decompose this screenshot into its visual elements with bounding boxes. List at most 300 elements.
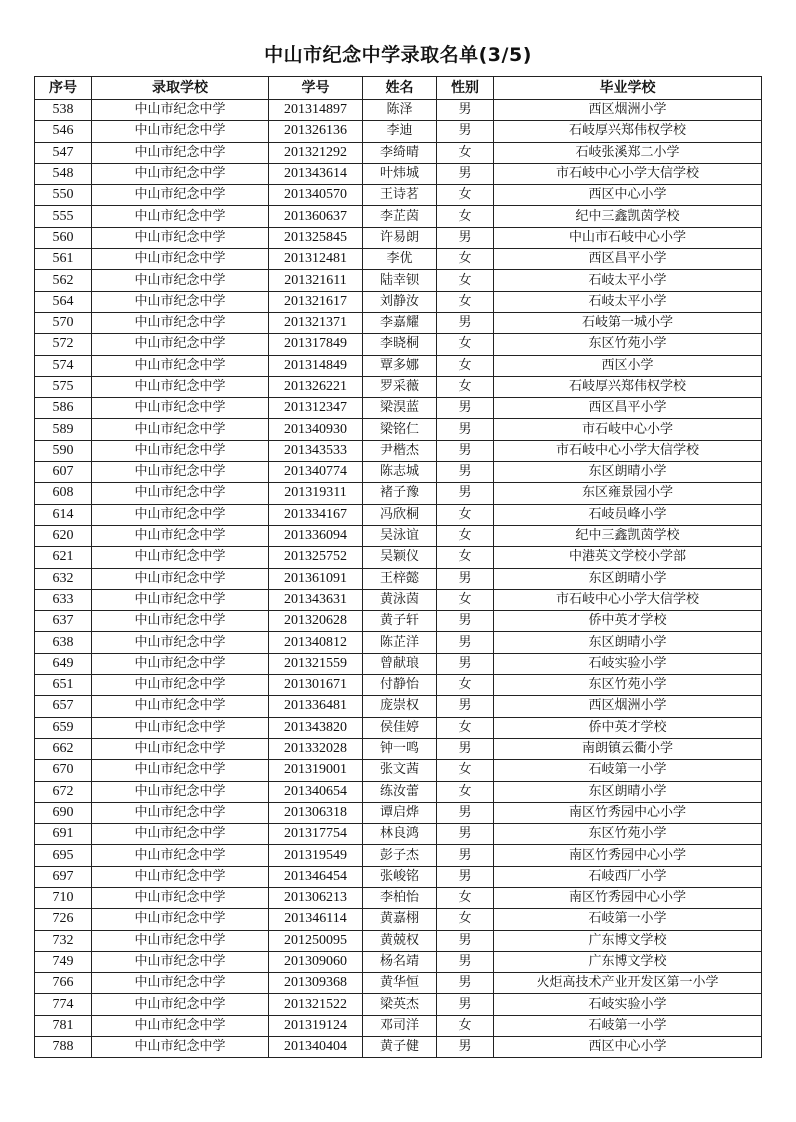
gender-cell: 男 — [437, 930, 494, 951]
student-id-cell: 201346454 — [269, 866, 363, 887]
gender-cell: 男 — [437, 973, 494, 994]
gender-cell: 女 — [437, 185, 494, 206]
gender-cell: 女 — [437, 504, 494, 525]
table-row — [35, 462, 762, 483]
grad-school-cell: 石岐西厂小学 — [494, 866, 762, 887]
admit-school-cell: 中山市纪念中学 — [92, 738, 269, 759]
page-title: 中山市纪念中学录取名单(3/5) — [264, 44, 532, 66]
grad-school-cell: 东区竹苑小学 — [494, 824, 762, 845]
seq-cell: 732 — [35, 930, 92, 951]
grad-school-cell: 西区昌平小学 — [494, 249, 762, 270]
gender-cell: 男 — [437, 653, 494, 674]
seq-cell: 575 — [35, 376, 92, 397]
name-cell: 梁淏蓝 — [363, 398, 437, 419]
grad-school-cell: 市石岐中心小学大信学校 — [494, 589, 762, 610]
student-id-cell: 201314897 — [269, 100, 363, 121]
student-id-cell: 201301671 — [269, 675, 363, 696]
grad-school-cell: 石岐实验小学 — [494, 994, 762, 1015]
gender-cell: 女 — [437, 206, 494, 227]
grad-school-cell: 东区朗晴小学 — [494, 781, 762, 802]
table-body — [35, 100, 762, 1058]
admit-school-cell: 中山市纪念中学 — [92, 398, 269, 419]
table-row — [35, 568, 762, 589]
name-cell: 李迪 — [363, 121, 437, 142]
name-cell: 黄泳茵 — [363, 589, 437, 610]
grad-school-cell: 纪中三鑫凯茵学校 — [494, 206, 762, 227]
seq-cell: 562 — [35, 270, 92, 291]
column-header-grad-school: 毕业学校 — [494, 77, 762, 100]
seq-cell: 649 — [35, 653, 92, 674]
grad-school-cell: 西区烟洲小学 — [494, 696, 762, 717]
grad-school-cell: 侨中英才学校 — [494, 717, 762, 738]
gender-cell: 女 — [437, 334, 494, 355]
name-cell: 尹楷杰 — [363, 440, 437, 461]
seq-cell: 590 — [35, 440, 92, 461]
student-id-cell: 201325845 — [269, 227, 363, 248]
seq-cell: 710 — [35, 887, 92, 908]
table-row — [35, 589, 762, 610]
seq-cell: 574 — [35, 355, 92, 376]
student-id-cell: 201309368 — [269, 973, 363, 994]
admit-school-cell: 中山市纪念中学 — [92, 653, 269, 674]
student-id-cell: 201343820 — [269, 717, 363, 738]
student-id-cell: 201314849 — [269, 355, 363, 376]
grad-school-cell: 南区竹秀园中心小学 — [494, 887, 762, 908]
gender-cell: 女 — [437, 525, 494, 546]
student-id-cell: 201321522 — [269, 994, 363, 1015]
table-row — [35, 249, 762, 270]
student-id-cell: 201306213 — [269, 887, 363, 908]
student-id-cell: 201319549 — [269, 845, 363, 866]
gender-cell: 女 — [437, 376, 494, 397]
name-cell: 梁铭仁 — [363, 419, 437, 440]
grad-school-cell: 石岐第一城小学 — [494, 312, 762, 333]
gender-cell: 男 — [437, 824, 494, 845]
grad-school-cell: 东区朗晴小学 — [494, 568, 762, 589]
seq-cell: 560 — [35, 227, 92, 248]
name-cell: 黄嘉栩 — [363, 909, 437, 930]
student-id-cell: 201320628 — [269, 611, 363, 632]
grad-school-cell: 火炬高技术产业开发区第一小学 — [494, 973, 762, 994]
grad-school-cell: 侨中英才学校 — [494, 611, 762, 632]
grad-school-cell: 石岐员峰小学 — [494, 504, 762, 525]
name-cell: 黄华恒 — [363, 973, 437, 994]
student-id-cell: 201317849 — [269, 334, 363, 355]
gender-cell: 男 — [437, 483, 494, 504]
seq-cell: 607 — [35, 462, 92, 483]
grad-school-cell: 石岐太平小学 — [494, 291, 762, 312]
table-row — [35, 270, 762, 291]
table-row — [35, 376, 762, 397]
seq-cell: 548 — [35, 163, 92, 184]
table-row — [35, 781, 762, 802]
admit-school-cell: 中山市纪念中学 — [92, 185, 269, 206]
table-row — [35, 227, 762, 248]
student-id-cell: 201340774 — [269, 462, 363, 483]
table-row — [35, 398, 762, 419]
student-id-cell: 201332028 — [269, 738, 363, 759]
admit-school-cell: 中山市纪念中学 — [92, 291, 269, 312]
grad-school-cell: 南区竹秀园中心小学 — [494, 845, 762, 866]
grad-school-cell: 南区竹秀园中心小学 — [494, 802, 762, 823]
admit-school-cell: 中山市纪念中学 — [92, 951, 269, 972]
name-cell: 许易朗 — [363, 227, 437, 248]
seq-cell: 564 — [35, 291, 92, 312]
gender-cell: 女 — [437, 547, 494, 568]
admit-school-cell: 中山市纪念中学 — [92, 994, 269, 1015]
admission-table — [34, 76, 762, 1058]
grad-school-cell: 中山市石岐中心小学 — [494, 227, 762, 248]
admit-school-cell: 中山市纪念中学 — [92, 824, 269, 845]
student-id-cell: 201312481 — [269, 249, 363, 270]
gender-cell: 男 — [437, 227, 494, 248]
student-id-cell: 201340930 — [269, 419, 363, 440]
name-cell: 练汝蕾 — [363, 781, 437, 802]
seq-cell: 570 — [35, 312, 92, 333]
gender-cell: 男 — [437, 419, 494, 440]
gender-cell: 男 — [437, 1037, 494, 1058]
gender-cell: 男 — [437, 738, 494, 759]
table-row — [35, 185, 762, 206]
admit-school-cell: 中山市纪念中学 — [92, 355, 269, 376]
seq-cell: 614 — [35, 504, 92, 525]
seq-cell: 633 — [35, 589, 92, 610]
grad-school-cell: 纪中三鑫凯茵学校 — [494, 525, 762, 546]
student-id-cell: 201334167 — [269, 504, 363, 525]
grad-school-cell: 石岐第一小学 — [494, 760, 762, 781]
name-cell: 吴泳谊 — [363, 525, 437, 546]
table-row — [35, 206, 762, 227]
admit-school-cell: 中山市纪念中学 — [92, 632, 269, 653]
grad-school-cell: 石岐太平小学 — [494, 270, 762, 291]
column-header-admit-school: 录取学校 — [92, 77, 269, 100]
table-row — [35, 973, 762, 994]
student-id-cell: 201321617 — [269, 291, 363, 312]
table-row — [35, 802, 762, 823]
name-cell: 李嘉耀 — [363, 312, 437, 333]
student-id-cell: 201343614 — [269, 163, 363, 184]
gender-cell: 女 — [437, 589, 494, 610]
name-cell: 李优 — [363, 249, 437, 270]
table-row — [35, 632, 762, 653]
name-cell: 庞崇权 — [363, 696, 437, 717]
name-cell: 彭子杰 — [363, 845, 437, 866]
gender-cell: 男 — [437, 845, 494, 866]
name-cell: 王梓懿 — [363, 568, 437, 589]
seq-cell: 555 — [35, 206, 92, 227]
seq-cell: 546 — [35, 121, 92, 142]
admit-school-cell: 中山市纪念中学 — [92, 1015, 269, 1036]
table-row — [35, 696, 762, 717]
grad-school-cell: 石岐实验小学 — [494, 653, 762, 674]
admit-school-cell: 中山市纪念中学 — [92, 121, 269, 142]
grad-school-cell: 石岐张溪郑二小学 — [494, 142, 762, 163]
table-row — [35, 291, 762, 312]
gender-cell: 女 — [437, 909, 494, 930]
gender-cell: 女 — [437, 781, 494, 802]
grad-school-cell: 东区朗晴小学 — [494, 462, 762, 483]
admit-school-cell: 中山市纪念中学 — [92, 568, 269, 589]
admit-school-cell: 中山市纪念中学 — [92, 270, 269, 291]
gender-cell: 女 — [437, 270, 494, 291]
name-cell: 冯欣桐 — [363, 504, 437, 525]
student-id-cell: 201321559 — [269, 653, 363, 674]
grad-school-cell: 东区朗晴小学 — [494, 632, 762, 653]
table-header-row — [35, 77, 762, 100]
admit-school-cell: 中山市纪念中学 — [92, 611, 269, 632]
gender-cell: 男 — [437, 632, 494, 653]
name-cell: 付静怡 — [363, 675, 437, 696]
grad-school-cell: 广东博文学校 — [494, 930, 762, 951]
gender-cell: 女 — [437, 675, 494, 696]
name-cell: 叶炜城 — [363, 163, 437, 184]
seq-cell: 788 — [35, 1037, 92, 1058]
grad-school-cell: 南朗镇云衢小学 — [494, 738, 762, 759]
admit-school-cell: 中山市纪念中学 — [92, 589, 269, 610]
name-cell: 陈芷洋 — [363, 632, 437, 653]
table-row — [35, 121, 762, 142]
seq-cell: 695 — [35, 845, 92, 866]
admit-school-cell: 中山市纪念中学 — [92, 462, 269, 483]
admit-school-cell: 中山市纪念中学 — [92, 675, 269, 696]
student-id-cell: 201319124 — [269, 1015, 363, 1036]
seq-cell: 538 — [35, 100, 92, 121]
gender-cell: 女 — [437, 760, 494, 781]
name-cell: 曾献琅 — [363, 653, 437, 674]
seq-cell: 774 — [35, 994, 92, 1015]
admit-school-cell: 中山市纪念中学 — [92, 547, 269, 568]
admit-school-cell: 中山市纪念中学 — [92, 100, 269, 121]
admit-school-cell: 中山市纪念中学 — [92, 525, 269, 546]
gender-cell: 女 — [437, 249, 494, 270]
table-row — [35, 760, 762, 781]
grad-school-cell: 东区竹苑小学 — [494, 334, 762, 355]
grad-school-cell: 西区烟洲小学 — [494, 100, 762, 121]
table-row — [35, 355, 762, 376]
student-id-cell: 201317754 — [269, 824, 363, 845]
seq-cell: 651 — [35, 675, 92, 696]
admit-school-cell: 中山市纪念中学 — [92, 163, 269, 184]
name-cell: 钟一鸣 — [363, 738, 437, 759]
admit-school-cell: 中山市纪念中学 — [92, 419, 269, 440]
admit-school-cell: 中山市纪念中学 — [92, 483, 269, 504]
name-cell: 梁英杰 — [363, 994, 437, 1015]
student-id-cell: 201336481 — [269, 696, 363, 717]
name-cell: 陆幸钡 — [363, 270, 437, 291]
seq-cell: 586 — [35, 398, 92, 419]
seq-cell: 550 — [35, 185, 92, 206]
gender-cell: 男 — [437, 866, 494, 887]
gender-cell: 男 — [437, 951, 494, 972]
gender-cell: 男 — [437, 462, 494, 483]
table-row — [35, 866, 762, 887]
grad-school-cell: 西区昌平小学 — [494, 398, 762, 419]
gender-cell: 女 — [437, 1015, 494, 1036]
student-id-cell: 201321292 — [269, 142, 363, 163]
table-row — [35, 100, 762, 121]
column-header-student-id: 学号 — [269, 77, 363, 100]
table-row — [35, 419, 762, 440]
admit-school-cell: 中山市纪念中学 — [92, 249, 269, 270]
name-cell: 罗采薇 — [363, 376, 437, 397]
grad-school-cell: 广东博文学校 — [494, 951, 762, 972]
table-row — [35, 525, 762, 546]
seq-cell: 662 — [35, 738, 92, 759]
name-cell: 黄兢权 — [363, 930, 437, 951]
gender-cell: 女 — [437, 717, 494, 738]
gender-cell: 男 — [437, 802, 494, 823]
gender-cell: 男 — [437, 568, 494, 589]
gender-cell: 男 — [437, 100, 494, 121]
admit-school-cell: 中山市纪念中学 — [92, 802, 269, 823]
admit-school-cell: 中山市纪念中学 — [92, 1037, 269, 1058]
seq-cell: 672 — [35, 781, 92, 802]
table-row — [35, 163, 762, 184]
name-cell: 刘静汝 — [363, 291, 437, 312]
student-id-cell: 201340404 — [269, 1037, 363, 1058]
table-row — [35, 887, 762, 908]
student-id-cell: 201340654 — [269, 781, 363, 802]
student-id-cell: 201321371 — [269, 312, 363, 333]
table-row — [35, 440, 762, 461]
grad-school-cell: 西区小学 — [494, 355, 762, 376]
student-id-cell: 201343631 — [269, 589, 363, 610]
table-row — [35, 675, 762, 696]
table-row — [35, 738, 762, 759]
name-cell: 王诗茗 — [363, 185, 437, 206]
seq-cell: 632 — [35, 568, 92, 589]
name-cell: 黄子健 — [363, 1037, 437, 1058]
gender-cell: 男 — [437, 312, 494, 333]
admit-school-cell: 中山市纪念中学 — [92, 866, 269, 887]
student-id-cell: 201360637 — [269, 206, 363, 227]
seq-cell: 608 — [35, 483, 92, 504]
seq-cell: 572 — [35, 334, 92, 355]
student-id-cell: 201340570 — [269, 185, 363, 206]
table-row — [35, 930, 762, 951]
student-id-cell: 201325752 — [269, 547, 363, 568]
table-row — [35, 1037, 762, 1058]
table-row — [35, 845, 762, 866]
name-cell: 谭启烨 — [363, 802, 437, 823]
gender-cell: 男 — [437, 121, 494, 142]
admit-school-cell: 中山市纪念中学 — [92, 696, 269, 717]
student-id-cell: 201321611 — [269, 270, 363, 291]
column-header-seq: 序号 — [35, 77, 92, 100]
name-cell: 李晓桐 — [363, 334, 437, 355]
seq-cell: 670 — [35, 760, 92, 781]
student-id-cell: 201340812 — [269, 632, 363, 653]
name-cell: 褚子豫 — [363, 483, 437, 504]
gender-cell: 男 — [437, 696, 494, 717]
admit-school-cell: 中山市纪念中学 — [92, 760, 269, 781]
name-cell: 吴颖仪 — [363, 547, 437, 568]
admit-school-cell: 中山市纪念中学 — [92, 312, 269, 333]
table-row — [35, 951, 762, 972]
student-id-cell: 201309060 — [269, 951, 363, 972]
table-row — [35, 994, 762, 1015]
grad-school-cell: 石岐第一小学 — [494, 1015, 762, 1036]
admit-school-cell: 中山市纪念中学 — [92, 227, 269, 248]
admit-school-cell: 中山市纪念中学 — [92, 206, 269, 227]
student-id-cell: 201343533 — [269, 440, 363, 461]
table-row — [35, 717, 762, 738]
student-id-cell: 201326221 — [269, 376, 363, 397]
gender-cell: 女 — [437, 291, 494, 312]
student-id-cell: 201361091 — [269, 568, 363, 589]
name-cell: 李柏怡 — [363, 887, 437, 908]
column-header-gender: 性别 — [437, 77, 494, 100]
table-row — [35, 483, 762, 504]
seq-cell: 691 — [35, 824, 92, 845]
seq-cell: 659 — [35, 717, 92, 738]
admit-school-cell: 中山市纪念中学 — [92, 973, 269, 994]
name-cell: 侯佳婷 — [363, 717, 437, 738]
gender-cell: 女 — [437, 142, 494, 163]
admit-school-cell: 中山市纪念中学 — [92, 440, 269, 461]
name-cell: 覃多娜 — [363, 355, 437, 376]
seq-cell: 766 — [35, 973, 92, 994]
admit-school-cell: 中山市纪念中学 — [92, 142, 269, 163]
name-cell: 陈泽 — [363, 100, 437, 121]
table-row — [35, 312, 762, 333]
student-id-cell: 201336094 — [269, 525, 363, 546]
grad-school-cell: 石岐厚兴郑伟权学校 — [494, 376, 762, 397]
gender-cell: 女 — [437, 887, 494, 908]
grad-school-cell: 西区中心小学 — [494, 185, 762, 206]
seq-cell: 637 — [35, 611, 92, 632]
seq-cell: 589 — [35, 419, 92, 440]
name-cell: 邓司洋 — [363, 1015, 437, 1036]
seq-cell: 690 — [35, 802, 92, 823]
grad-school-cell: 西区中心小学 — [494, 1037, 762, 1058]
seq-cell: 638 — [35, 632, 92, 653]
admit-school-cell: 中山市纪念中学 — [92, 376, 269, 397]
student-id-cell: 201250095 — [269, 930, 363, 951]
seq-cell: 726 — [35, 909, 92, 930]
name-cell: 陈志城 — [363, 462, 437, 483]
seq-cell: 749 — [35, 951, 92, 972]
name-cell: 张文茜 — [363, 760, 437, 781]
name-cell: 张峻铭 — [363, 866, 437, 887]
table-row — [35, 611, 762, 632]
admit-school-cell: 中山市纪念中学 — [92, 717, 269, 738]
seq-cell: 547 — [35, 142, 92, 163]
grad-school-cell: 东区竹苑小学 — [494, 675, 762, 696]
gender-cell: 男 — [437, 994, 494, 1015]
table-row — [35, 504, 762, 525]
gender-cell: 男 — [437, 398, 494, 419]
admit-school-cell: 中山市纪念中学 — [92, 504, 269, 525]
admit-school-cell: 中山市纪念中学 — [92, 930, 269, 951]
table-row — [35, 142, 762, 163]
student-id-cell: 201306318 — [269, 802, 363, 823]
admit-school-cell: 中山市纪念中学 — [92, 845, 269, 866]
name-cell: 杨名靖 — [363, 951, 437, 972]
student-id-cell: 201312347 — [269, 398, 363, 419]
table-row — [35, 547, 762, 568]
gender-cell: 男 — [437, 163, 494, 184]
grad-school-cell: 市石岐中心小学大信学校 — [494, 440, 762, 461]
table-row — [35, 1015, 762, 1036]
name-cell: 林良鸿 — [363, 824, 437, 845]
seq-cell: 657 — [35, 696, 92, 717]
column-header-name: 姓名 — [363, 77, 437, 100]
table-row — [35, 653, 762, 674]
student-id-cell: 201319001 — [269, 760, 363, 781]
admit-school-cell: 中山市纪念中学 — [92, 887, 269, 908]
gender-cell: 男 — [437, 611, 494, 632]
